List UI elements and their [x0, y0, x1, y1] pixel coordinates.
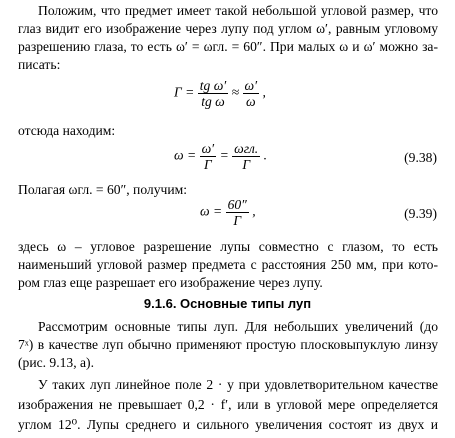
formula-3-numerator: 60″ [227, 197, 247, 212]
formula-2-denominator-2: Γ [242, 157, 251, 172]
formula-9-38 [174, 141, 267, 172]
paragraph-4-line-3: углом 12⁰. Лупы среднего и сильного увеличения состоят из двух и [18, 417, 438, 432]
formula-1-fraction-angle [243, 78, 260, 109]
formula-1-tail: , [262, 84, 266, 100]
paragraph-1-line-3: разрешению глаза, то есть ω′ = ωгл. = 60″. При малых ω и ω′ можно за- [18, 39, 438, 54]
formula-2-tail: . [263, 147, 268, 163]
formula-9-39 [200, 197, 256, 228]
formula-1-approx: ≈ [231, 84, 240, 100]
paragraph-1-line-1: Положим, что предмет имеет такой небольшой угловой размер, что [38, 3, 438, 18]
formula-1-denominator-1: tg ω [201, 94, 225, 109]
paragraph-3-line-2: 7ˣ) в качестве луп обычно применяют простую плосковыпуклую линзу [18, 337, 438, 352]
formula-1-fraction-tan [198, 78, 229, 109]
paragraph-2-line-2: наименьший угловой размер предмета с расстояния 250 мм, при кото- [18, 257, 438, 272]
formula-2-numerator-1: ω′ [201, 141, 215, 156]
text-assume: Полагая ωгл. = 60″, получим: [18, 182, 188, 197]
formula-3-denominator: Γ [233, 213, 242, 228]
formula-3-fraction [226, 197, 249, 228]
paragraph-3-line-3: (рис. 9.13, а). [18, 355, 94, 370]
paragraph-4-line-1: У таких луп линейное поле 2 · y при удовлетворительном качестве [38, 377, 438, 392]
paragraph-1-line-2: глаз видит его изображение через лупу под углом ω′, равным угловому [18, 21, 438, 36]
equation-number-9-39: (9.39) [404, 206, 437, 221]
formula-2-lhs: ω = [174, 147, 197, 163]
formula-3-lhs: ω = [200, 203, 223, 219]
text-hence: отсюда находим: [18, 123, 116, 138]
formula-2-eq: = [219, 147, 229, 163]
formula-2-numerator-2: ωгл. [234, 141, 259, 156]
paragraph-4-line-2: изображения не превышает 0,2 · f′, или в угловой мере определяется [18, 397, 438, 412]
formula-2-denominator-1: Γ [204, 157, 212, 172]
paragraph-3-line-1: Рассмотрим основные типы луп. Для небольших увеличений (до [38, 319, 438, 334]
formula-1-numerator-2: ω′ [244, 78, 258, 93]
formula-1-numerator-1: tg ω′ [199, 78, 227, 93]
formula-3-tail: , [252, 203, 256, 219]
formula-1-denominator-2: ω [246, 94, 256, 109]
formula-1-lhs: Γ = [174, 84, 195, 100]
paragraph-2-line-1: здесь ω – угловое разрешение лупы совместно с глазом, то есть [18, 239, 438, 254]
equation-number-9-38: (9.38) [404, 150, 437, 165]
paragraph-1-line-4: писать: [18, 57, 61, 72]
formula-9-37 [174, 78, 266, 109]
formula-2-fraction-1 [200, 141, 217, 172]
paragraph-2-line-3: ром глаз еще разрешает его изображение через лупу. [18, 275, 323, 290]
formula-2-fraction-2 [232, 141, 260, 172]
section-heading: 9.1.6. Основные типы луп [143, 296, 312, 311]
